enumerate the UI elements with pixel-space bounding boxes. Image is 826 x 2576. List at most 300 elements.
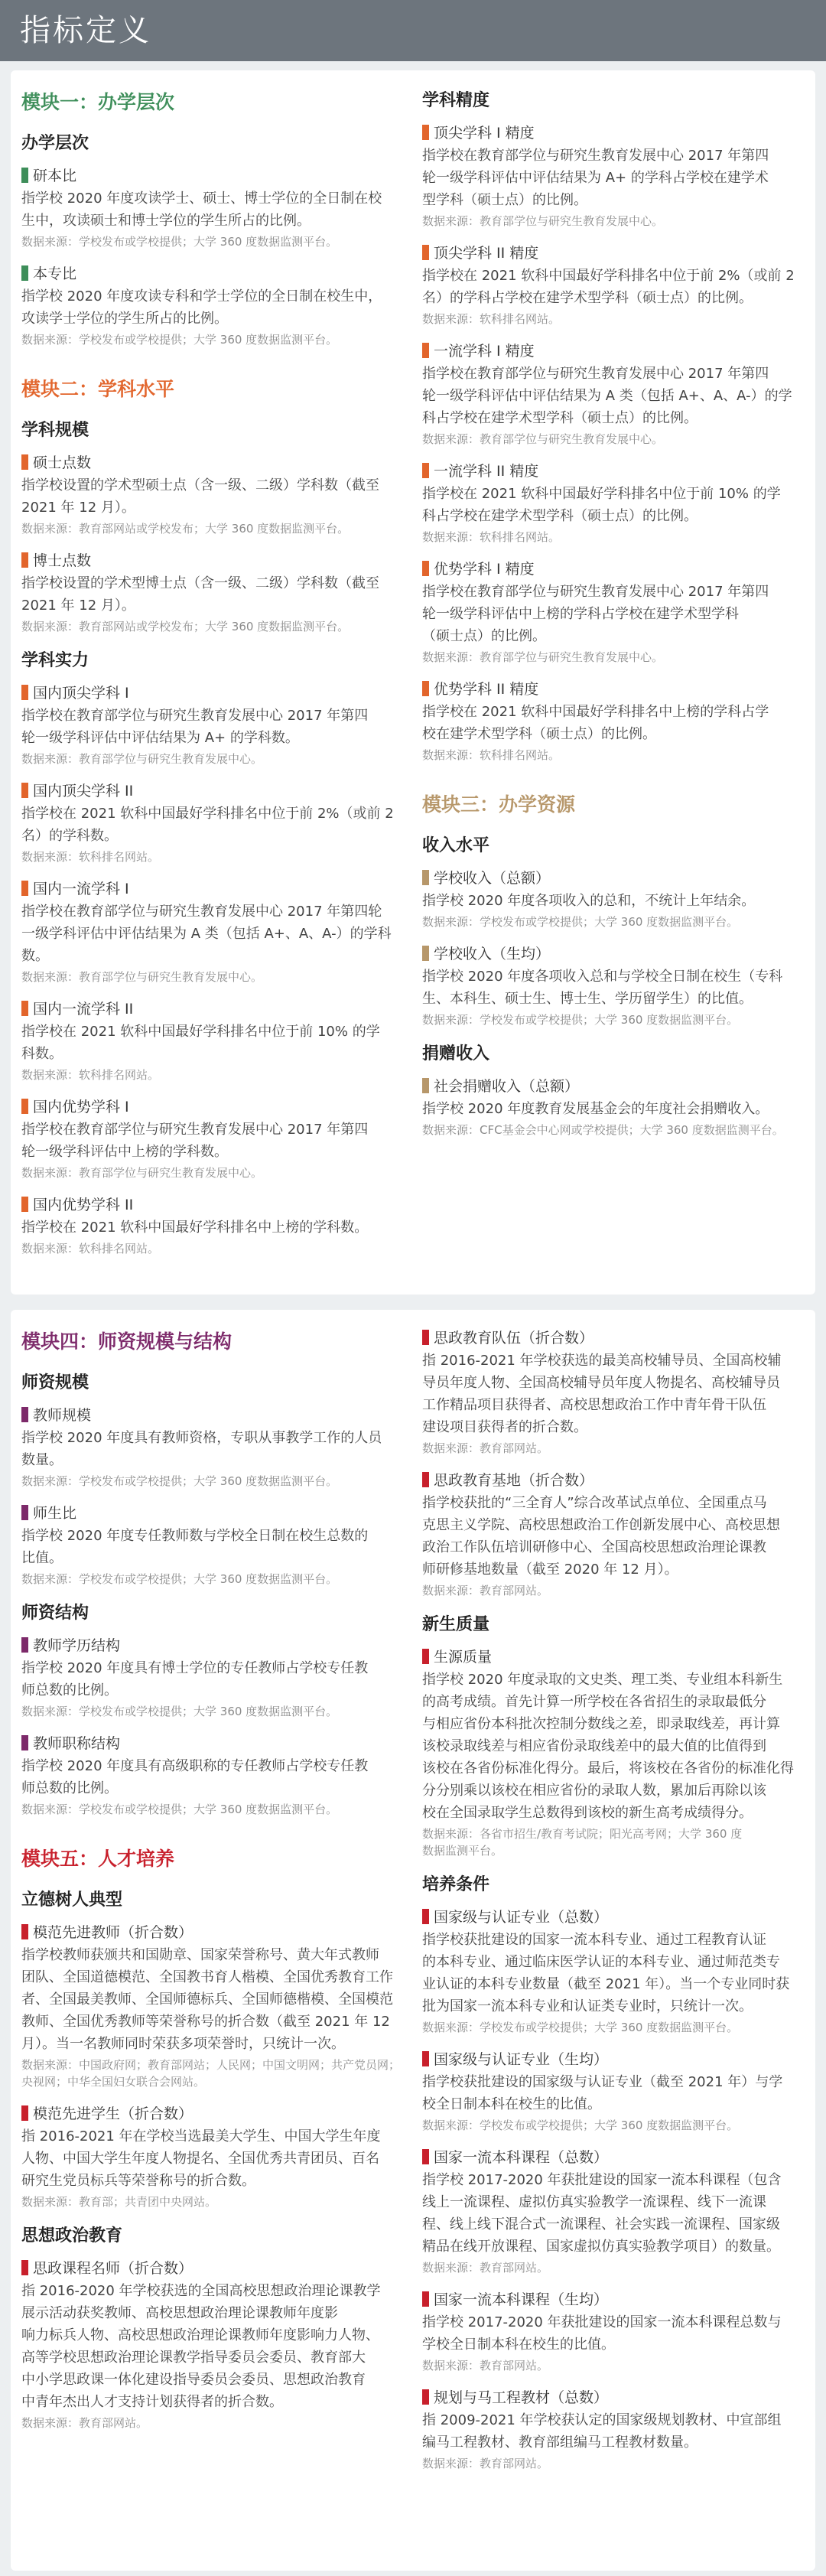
indicator-title [21,1404,411,1425]
indicator-description [422,145,805,211]
description-line: 编马工程教材、教育部组编马工程教材数量。 [422,2434,698,2451]
source-line: 数据来源：软科排名网站。 [21,1068,160,1082]
indicator-title [21,451,411,472]
source-line: 数据来源：教育部网站。 [422,2359,549,2372]
indicator-item [422,460,805,545]
indicator-item [422,1646,805,1859]
indicator-title [21,1921,411,1942]
indicator-title [21,1732,411,1753]
source-line: 数据来源：教育部学位与研究生教育发展中心。 [422,650,664,664]
section-title: 收入水平 [422,836,490,855]
description-line: 导员年度人物、全国高校辅导员年度人物提名、高校辅导员 [422,1375,780,1391]
indicator-name: 学校收入（生均） [434,946,551,962]
source-line: 数据来源：教育部网站或学校发布；大学 360 度数据监测平台。 [21,522,350,536]
description-line: 指学校 2017-2020 年获批建设的国家一流本科课程总数与 [422,2314,782,2330]
indicator-item [422,340,805,448]
indicator-title [422,678,805,699]
indicator-name: 国内优势学科 II [33,1197,134,1213]
description-line: 人物、中国大学生年度人物提名、全国优秀共青团员、百名 [21,2151,379,2167]
bookmark-icon [21,168,28,183]
indicator-item [21,262,411,348]
bookmark-icon [21,2105,28,2121]
section-title: 思想政治教育 [21,2226,123,2245]
indicator-item [21,549,411,635]
indicator-name: 国内顶尖学科 II [33,783,134,800]
description-line: 展示活动获奖教师、高校思想政治理论课教师年度影 [21,2305,338,2321]
indicator-name: 国内一流学科 I [33,881,129,897]
source-line: 数据来源：教育部学位与研究生教育发展中心。 [422,432,664,446]
indicator-title [21,998,411,1018]
bookmark-icon [422,2149,429,2164]
indicator-name: 优势学科 I 精度 [434,561,535,578]
bookmark-icon [422,245,429,260]
indicator-name: 学校收入（总额） [434,870,551,887]
bookmark-icon [21,1505,28,1520]
indicator-item [21,164,411,250]
section-title: 学科规模 [21,421,89,440]
data-source [21,520,411,537]
indicator-title [422,2048,805,2069]
bookmark-icon [21,1735,28,1750]
source-line: 数据来源：教育部网站。 [21,2416,148,2430]
source-line: 数据来源：各省市招生/教育考试院；阳光高考网；大学 360 度 [422,1827,743,1841]
bookmark-icon [422,2291,429,2307]
description-line: 生、本科生、硕士生、博士生、学历留学生）的比值。 [422,991,753,1007]
indicator-description [21,705,411,749]
data-source [422,649,805,666]
source-line: 数据来源：教育部网站或学校发布；大学 360 度数据监测平台。 [21,620,350,633]
indicator-title [21,549,411,570]
indicator-title [21,164,411,185]
indicator-item [422,2386,805,2472]
bookmark-icon [21,1197,28,1212]
indicator-title [21,1502,411,1522]
description-line: 指学校教师获颁共和国勋章、国家荣誉称号、黄大年式教师 [21,1947,379,1963]
source-line: 数据来源：学校发布或学校提供；大学 360 度数据监测平台。 [422,1013,739,1027]
bookmark-icon [422,463,429,478]
indicator-name: 本专比 [33,265,77,282]
source-line: 数据来源：教育部学位与研究生教育发展中心。 [21,752,263,766]
bookmark-icon [422,343,429,358]
description-line: 指学校 2020 年度各项收入的总和，不统计上年结余。 [422,893,756,909]
card1-right-column [422,70,805,1151]
indicator-description [422,1492,805,1581]
indicator-name: 模范先进学生（折合数） [33,2105,193,2122]
description-line: 程、线上线下混合式一流课程、社会实践一流课程、国家级 [422,2216,780,2232]
bookmark-icon [422,2051,429,2066]
indicator-title [21,878,411,898]
section-title: 捐赠收入 [422,1044,490,1063]
indicator-item [21,1502,411,1588]
indicator-item [21,2102,411,2210]
data-source [422,2259,805,2276]
indicator-description [21,285,411,330]
indicator-item [422,1469,805,1599]
card1-left-column [21,70,411,1269]
description-line: 校全日制本科在校生的比值。 [422,2096,601,2112]
description-line: 指学校在 2021 软科中国最好学科排名中上榜的学科数。 [21,1220,369,1236]
bookmark-icon [422,1078,429,1093]
indicator-name: 生源质量 [434,1649,493,1666]
indicator-item [422,2048,805,2134]
description-line: 批为国家一流本科专业和认证类专业时，只统计一次。 [422,1998,753,2014]
card-modules-1-3 [11,70,815,1295]
description-line: 轮一级学科评估中上榜的学科占学校在建学术型学科 [422,606,739,622]
description-line: 名）的学科数。 [21,828,118,844]
description-line: 校在全国录取学生总数得到该校的新生高考成绩得分。 [422,1805,753,1821]
indicator-item [422,1327,805,1457]
indicator-description [422,1350,805,1438]
indicator-item [21,878,411,985]
indicator-name: 优势学科 II 精度 [434,681,539,698]
indicator-item [21,780,411,865]
description-line: 指学校获批建设的国家级与认证专业（截至 2021 年）与学 [422,2074,783,2090]
indicator-name: 国家级与认证专业（生均） [434,2051,609,2068]
description-line: 该校录取线差与相应省份录取线差中的最大值的比值得到 [422,1738,766,1754]
source-line: 数据来源：学校发布或学校提供；大学 360 度数据监测平台。 [21,1803,338,1816]
indicator-name: 规划与马工程教材（总数） [434,2389,609,2406]
indicator-description [422,2071,805,2115]
indicator-item [422,2288,805,2374]
indicator-title [422,2146,805,2167]
indicator-item [21,451,411,537]
source-line: 数据监测平台。 [422,1844,503,1858]
description-line: 型学科（硕士点）的比例。 [422,192,587,208]
card2-left-column [21,1310,411,2444]
description-line: 指学校获批的“三全育人”综合改革试点单位、全国重点马 [422,1495,767,1511]
section-title: 师资规模 [21,1373,89,1392]
indicator-item [422,1906,805,2036]
data-source [422,2455,805,2472]
description-line: 业认证的本科专业数量（截至 2021 年）。当一个专业同时获 [422,1976,790,1992]
indicator-name: 思政教育基地（折合数） [434,1472,594,1489]
indicator-item [21,1921,411,2090]
indicator-item [21,998,411,1083]
source-line: 数据来源：软科排名网站。 [422,530,561,544]
description-line: 指学校 2020 年度具有高级职称的专任教师占学校专任教 [21,1758,369,1774]
card-modules-4-5 [11,1310,815,2571]
module-title: 模块一：办学层次 [21,91,175,113]
description-line: 指 2016-2021 年学校获选的最美高校辅导员、全国高校辅 [422,1353,782,1369]
source-line: 数据来源：软科排名网站。 [21,850,160,864]
data-source [422,747,805,764]
source-line: 数据来源：软科排名网站。 [422,748,561,762]
indicator-description [422,265,805,309]
data-source [422,2117,805,2134]
indicator-title [21,262,411,283]
description-line: 指学校 2017-2020 年获批建设的国家一流本科课程（包含 [422,2172,782,2188]
indicator-name: 研本比 [33,168,77,184]
description-line: 一级学科评估中评估结果为 A 类（包括 A+、A、A-）的学科数。 [21,926,392,964]
bookmark-icon [21,1099,28,1114]
indicator-name: 国内优势学科 I [33,1099,129,1115]
page-title: 指标定义 [20,13,151,48]
bookmark-icon [422,1472,429,1487]
indicator-description [422,483,805,527]
data-source [422,2019,805,2036]
indicator-item [21,1732,411,1818]
source-line: 数据来源：CFC基金会中心网或学校提供；大学 360 度数据监测平台。 [422,1123,784,1137]
description-line: 学校全日制本科在校生的比值。 [422,2337,615,2353]
indicator-name: 教师职称结构 [33,1735,121,1752]
indicator-item [422,867,805,930]
description-line: 指学校在 2021 软科中国最好学科排名中位于前 10% 的学 [422,486,781,502]
indicator-name: 一流学科 II 精度 [434,463,539,480]
source-line: 数据来源：学校发布或学校提供；大学 360 度数据监测平台。 [422,915,739,929]
data-source [21,2193,411,2210]
data-source [422,213,805,230]
indicator-item [21,1096,411,1181]
indicator-title [422,943,805,963]
description-line: 响力标兵人物、高校思想政治理论课教师年度影响力人物、 [21,2327,379,2343]
indicator-title [422,1075,805,1096]
description-line: 建设项目获得者的折合数。 [422,1419,587,1435]
bookmark-icon [422,1330,429,1345]
description-line: 指学校获批建设的国家一流本科专业、通过工程教育认证 [422,1932,766,1948]
bookmark-icon [21,265,28,281]
description-line: 的本科专业、通过临床医学认证的本科专业、通过师范类专 [422,1954,780,1970]
bookmark-icon [21,552,28,568]
description-line: 月）。当一名教师同时荣获多项荣誉时，只统计一次。 [21,2036,345,2052]
indicator-title [422,1469,805,1490]
indicator-title [422,558,805,578]
indicator-name: 博士点数 [33,552,92,569]
description-line: 指学校 2020 年度具有博士学位的专任教师占学校专任教 [21,1660,369,1676]
indicator-title [422,122,805,142]
module-title: 模块五：人才培养 [21,1848,175,1870]
data-source [422,1582,805,1599]
indicator-name: 国家级与认证专业（总数） [434,1909,609,1926]
description-line: 科占学校在建学术型学科（硕士点）的比例。 [422,410,698,426]
description-line: 线上一流课程、虚拟仿真实验教学一流课程、线下一流课 [422,2194,766,2210]
indicator-description [21,1021,411,1065]
indicator-description [21,803,411,847]
indicator-description [422,581,805,647]
indicator-item [422,1075,805,1138]
source-line: 数据来源：教育部网站。 [422,2457,549,2470]
indicator-title [422,340,805,360]
section-title: 新生质量 [422,1615,490,1634]
data-source [21,2057,411,2090]
description-line: 的高考成绩。首先计算一所学校在各省招生的录取最低分 [422,1694,766,1710]
indicator-title [422,460,805,480]
description-line: 攻读学士学位的学生所占的比例。 [21,311,228,327]
source-line: 数据来源：教育部网站。 [422,1441,549,1455]
indicator-name: 模范先进教师（折合数） [33,1924,193,1941]
section-title: 培养条件 [422,1875,490,1894]
section-title: 学科精度 [422,91,490,110]
indicator-name: 教师规模 [33,1407,92,1424]
data-source [21,2415,411,2431]
module-title: 模块三：办学资源 [422,793,576,816]
description-line: 指学校在 2021 软科中国最好学科排名中位于前 2%（或前 2 [422,268,795,284]
source-line: 数据来源：学校发布或学校提供；大学 360 度数据监测平台。 [21,333,338,347]
bookmark-icon [21,454,28,470]
indicator-title [422,2386,805,2407]
data-source [21,1473,411,1490]
indicator-description [422,966,805,1010]
indicator-name: 国内顶尖学科 I [33,685,129,702]
description-line: 名）的学科占学校在建学术型学科（硕士点）的比例。 [422,290,753,306]
source-line: 数据来源：教育部学位与研究生教育发展中心。 [21,970,263,984]
indicator-title [422,1327,805,1347]
indicator-description [422,2311,805,2356]
description-line: 者、全国最美教师、全国师德标兵、全国师德楷模、全国模范 [21,1991,393,2008]
module-title: 模块四：师资规模与结构 [21,1330,233,1353]
indicator-title [21,1634,411,1655]
description-line: 指 2016-2020 年学校获选的全国高校思想政治理论课教学 [21,2283,381,2299]
indicator-description [422,890,805,912]
data-source [422,311,805,327]
indicator-name: 师生比 [33,1505,77,1522]
indicator-item [21,2257,411,2431]
indicator-item [422,2146,805,2276]
data-source [21,969,411,985]
data-source [422,529,805,545]
description-line: 精品在线开放课程、国家虚拟仿真实验教学项目）的数量。 [422,2239,780,2255]
indicator-title [21,2102,411,2123]
description-line: 科数。 [21,1046,63,1062]
source-line: 数据来源：中国政府网；教育部网站；人民网；中国文明网；共产党员网； [21,2058,401,2072]
description-line: 轮一级学科评估中上榜的学科数。 [21,1144,228,1160]
indicator-description [422,1669,805,1824]
indicator-item [422,943,805,1028]
bookmark-icon [21,1001,28,1016]
indicator-description [422,1929,805,2017]
card2-right-column [422,1310,805,2484]
indicator-name: 思政教育队伍（折合数） [434,1330,594,1347]
data-source [21,848,411,865]
description-line: 指学校 2020 年度教育发展基金会的年度社会捐赠收入。 [422,1101,769,1117]
indicator-title [422,1646,805,1666]
description-line: 指学校设置的学术型博士点（含一级、二级）学科数（截至 [21,575,379,591]
description-line: 指学校在教育部学位与研究生教育发展中心 2017 年第四 [422,584,769,600]
description-line: 指学校 2020 年度攻读专科和学士学位的全日制在校生中， [21,288,382,304]
data-source [21,1801,411,1818]
description-line: 指学校在 2021 软科中国最好学科排名中位于前 2%（或前 2 [21,806,394,822]
data-source [422,1825,805,1859]
indicator-description [21,1755,411,1799]
description-line: 指学校在教育部学位与研究生教育发展中心 2017 年第四 [21,1122,369,1138]
source-line: 数据来源：教育部；共青团中央网站。 [21,2195,217,2209]
indicator-title [21,2257,411,2278]
data-source [422,2357,805,2374]
data-source [21,1164,411,1181]
indicator-name: 硕士点数 [33,454,92,471]
indicator-description [422,2409,805,2454]
description-line: 轮一级学科评估中评估结果为 A 类（包括 A+、A、A-）的学 [422,388,792,404]
description-line: 指学校在 2021 软科中国最好学科排名中上榜的学科占学 [422,704,769,720]
indicator-title [21,1096,411,1116]
description-line: 指学校 2020 年度具有教师资格，专职从事教学工作的人员 [21,1430,382,1446]
indicator-description [21,900,411,967]
description-line: 指学校在教育部学位与研究生教育发展中心 2017 年第四 [422,366,769,382]
description-line: 指学校 2020 年度专任教师数与学校全日制在校生总数的 [21,1528,369,1544]
indicator-description [21,572,411,617]
description-line: 比值。 [21,1550,63,1566]
data-source [21,618,411,635]
description-line: 2021 年 12 月）。 [21,500,135,516]
indicator-item [21,1634,411,1720]
source-line: 数据来源：学校发布或学校提供；大学 360 度数据监测平台。 [422,2118,739,2132]
indicator-item [422,242,805,327]
bookmark-icon [21,1924,28,1939]
indicator-name: 国家一流本科课程（生均） [434,2291,609,2308]
bookmark-icon [422,561,429,576]
description-line: 工作精品项目获得者、高校思想政治工作中青年骨干队伍 [422,1397,766,1413]
description-line: 指学校 2020 年度各项收入总和与学校全日制在校生（专科 [422,969,783,985]
indicator-name: 思政课程名师（折合数） [33,2260,193,2277]
bookmark-icon [422,946,429,961]
description-line: 生中，攻读硕士和博士学位的学生所占的比例。 [21,213,311,229]
section-title: 立德树人典型 [21,1890,123,1910]
description-line: 教师、全国优秀教师等荣誉称号的折合数（截至 2021 年 12 [21,2014,390,2030]
indicator-name: 顶尖学科 II 精度 [434,245,539,262]
description-line: 指 2016-2021 年在学校当选最美大学生、中国大学生年度 [21,2128,381,2144]
description-line: 政治工作队伍培训研修中心、全国高校思想政治理论课教 [422,1539,766,1555]
description-line: 师总数的比例。 [21,1780,118,1796]
description-line: 与相应省份本科批次控制分数线之差，即录取线差，再计算 [422,1716,780,1732]
source-line: 数据来源：软科排名网站。 [422,312,561,326]
source-line: 数据来源：教育部学位与研究生教育发展中心。 [422,214,664,228]
data-source [21,331,411,348]
section-title: 师资结构 [21,1604,89,1623]
indicator-name: 社会捐赠收入（总额） [434,1078,580,1095]
source-line: 数据来源：软科排名网站。 [21,1242,160,1255]
data-source [21,1703,411,1720]
description-line: 2021 年 12 月）。 [21,598,135,614]
indicator-item [422,558,805,666]
indicator-description [21,1657,411,1702]
source-line: 数据来源：学校发布或学校提供；大学 360 度数据监测平台。 [21,235,338,249]
indicator-description [21,1119,411,1163]
bookmark-icon [422,870,429,885]
bookmark-icon [21,881,28,896]
indicator-item [422,122,805,230]
indicator-title [21,780,411,800]
indicator-description [422,701,805,745]
source-line: 数据来源：学校发布或学校提供；大学 360 度数据监测平台。 [422,2021,739,2034]
description-line: 指 2009-2021 年学校获认定的国家级规划教材、中宣部组 [422,2412,782,2428]
description-line: 研究生党员标兵等荣誉称号的折合数。 [21,2173,255,2189]
indicator-name: 国家一流本科课程（总数） [434,2149,609,2166]
description-line: 师总数的比例。 [21,1682,118,1698]
indicator-description [422,363,805,429]
description-line: 指学校在教育部学位与研究生教育发展中心 2017 年第四 [422,148,769,164]
bookmark-icon [21,685,28,700]
indicator-description [21,2280,411,2413]
description-line: 指学校在教育部学位与研究生教育发展中心 2017 年第四 [21,708,369,724]
bookmark-icon [21,783,28,798]
description-line: （硕士点）的比例。 [422,628,546,644]
data-source [422,1011,805,1028]
description-line: 校在建学术型学科（硕士点）的比例。 [422,726,656,742]
module-gap [422,776,805,790]
indicator-title [21,1194,411,1214]
indicator-name: 国内一流学科 II [33,1001,134,1018]
indicator-name: 教师学历结构 [33,1637,121,1654]
indicator-title [422,867,805,887]
page-header [0,0,826,61]
indicator-description [21,187,411,232]
indicator-item [21,1404,411,1490]
indicator-description [21,474,411,519]
indicator-name: 一流学科 I 精度 [434,343,535,360]
bookmark-icon [21,1407,28,1422]
indicator-name: 顶尖学科 I 精度 [434,125,535,142]
source-line: 数据来源：学校发布或学校提供；大学 360 度数据监测平台。 [21,1572,338,1586]
indicator-title [422,1906,805,1926]
